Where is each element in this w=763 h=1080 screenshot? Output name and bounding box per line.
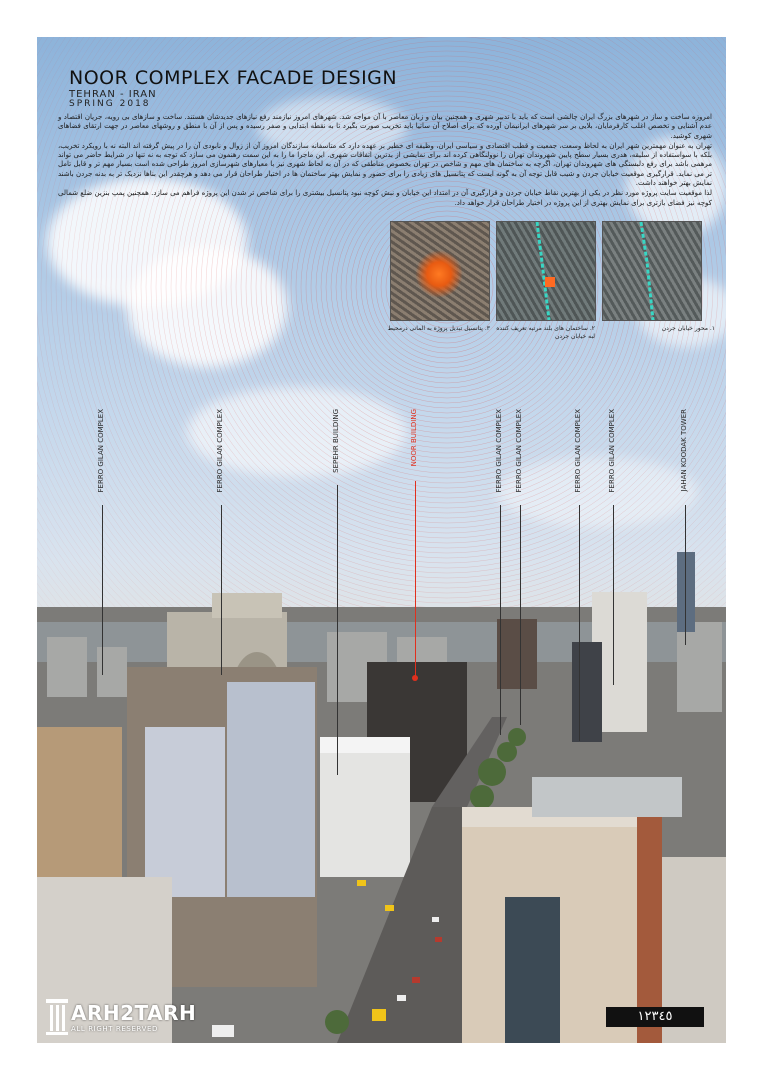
poster-board bbox=[37, 37, 726, 1043]
season-label: SPRING 2018 bbox=[69, 99, 151, 109]
callout-line bbox=[613, 505, 614, 685]
description-text bbox=[58, 113, 712, 209]
map-overlay bbox=[497, 222, 595, 320]
callout-label: NOOR BUILDING bbox=[410, 409, 418, 467]
callout-line bbox=[415, 481, 416, 677]
brand-name: ARH2TARH bbox=[71, 1001, 197, 1025]
map-caption-2: ۲. ساختمان های بلند مرتبه تعریف کننده لبه خیابان جردن bbox=[496, 325, 595, 340]
callout-line bbox=[579, 505, 580, 741]
callout-label: JAHAN KOODAK TOWER bbox=[680, 409, 688, 492]
map-caption-1: ۱. محور خیابان جردن bbox=[661, 325, 715, 332]
description-paragraph: تهران به عنوان مهمترین شهر ایران به لحاظ وسعت، جمعیت و قطب اقتصادی و سیاسی ایران، وظیفه ای خطیر بر عهده دارد که متاسفانه سازندگان امروز آن از زوال و نابودی آن را در پیش گرفته اند البته نه با رویکرد تخریب، بلکه با سواستفاده از سلیقه، هدری بسیار سطح پایین شهروندان تهران را نوولنگاهی کرده اند برای نمایشی از بدترین اتفاقات شهری. این ماجرا ما را به این سمت رهنمون می سازد که توجه به نه تنها در شرایط حاضر می تواند مرهمی باشد برای رفع دلبستگی های شهروندان تهران، اگرچه به ساختمان های مهم و شاخص در تهران بخصوص مناطقی که در آن به لحاظ شهری نیز با معیارهای شهرسازی امروز طراحی شده است بسیار مهم تر و قابل تامل تر می نماید. قرارگیری موقعیت خیابان جردن و شیب قابل توجه آن به گونه ایست که پتانسیل های زیادی را برای حضور و نمایش بهتر ساختمان ها در اختیار طراحان قرار می دهد و هرچقدر این بناها نزدیک تر به بدنه جردن باشند نمایش بهتر خواهند داشت. bbox=[58, 141, 712, 188]
map-jordan-axis bbox=[602, 221, 702, 321]
callout-label: SEPEHR BUILDING bbox=[332, 409, 340, 473]
callout-line bbox=[685, 505, 686, 645]
brand-logo bbox=[45, 995, 205, 1039]
callout-label: FERRO GILAN COMPLEX bbox=[97, 409, 105, 493]
map-caption-3: ۳. پتانسیل تبدیل پروژه به المانی درمحیط bbox=[387, 325, 490, 332]
map-towers bbox=[496, 221, 596, 321]
callout-label: FERRO GILAN COMPLEX bbox=[515, 409, 523, 493]
callout-label: FERRO GILAN COMPLEX bbox=[495, 409, 503, 493]
callout-line bbox=[520, 505, 521, 725]
callout-line bbox=[102, 505, 103, 675]
map-hotspot bbox=[415, 250, 463, 298]
callout-line bbox=[500, 505, 501, 735]
page-numbers: ١٢٣٤٥ bbox=[606, 1007, 704, 1027]
callout-label: FERRO GILAN COMPLEX bbox=[216, 409, 224, 493]
map-potential bbox=[390, 221, 490, 321]
callout-line bbox=[221, 505, 222, 675]
description-paragraph: لذا موقعیت سایت پروژه مورد نظر در یکی از بهترین نقاط خیابان جردن و قرارگیری آن در امتداد این خیابان و نبش کوچه نبود پتانسیل بیشتری را برای شاخص تر شدن این پروژه فراهم می سازد. همچنین پمپ بنزین ضلع شمالی کوچه نیز فضای بازتری برای نمایش بهتری از این پروژه در اختیار طراحان قرار خواهد داد. bbox=[58, 189, 712, 207]
map-overlay bbox=[603, 222, 701, 320]
callout-line bbox=[337, 485, 338, 775]
callout-label: FERRO GILAN COMPLEX bbox=[608, 409, 616, 493]
location-label: TEHRAN - IRAN bbox=[69, 89, 157, 100]
callout-label: FERRO GILAN COMPLEX bbox=[574, 409, 582, 493]
description-paragraph: امروزه ساخت و ساز در شهرهای بزرگ ایران چالشی است که باید با تدبیر شهری و همچنین بیان و زبان معاصر با آن مواجه شد. شهرهای امروز نیازمند رفع نیازهای جدیدشان هستند. ساخت و سازهای بی رویه، جریان اقتصاد و عدم آشنایی و تخصص اغلب کارفرمایان، بلایی بر سر شهرهای ایرانیمان آورده که برای اصلاح آن ساتیا باید تخریب صورت بگیرد تا به نقطه ابتدایی و صفر رسیده و پس از آن با منطق و روشهای معاصر در جهت ارتقای فضاهای شهری کوشید. bbox=[58, 113, 712, 140]
analysis-maps bbox=[390, 221, 712, 321]
brand-rights: ALL RIGHT RESERVED bbox=[71, 1025, 158, 1033]
page-title: NOOR COMPLEX FACADE DESIGN bbox=[69, 67, 398, 89]
pillar-icon bbox=[45, 997, 71, 1037]
